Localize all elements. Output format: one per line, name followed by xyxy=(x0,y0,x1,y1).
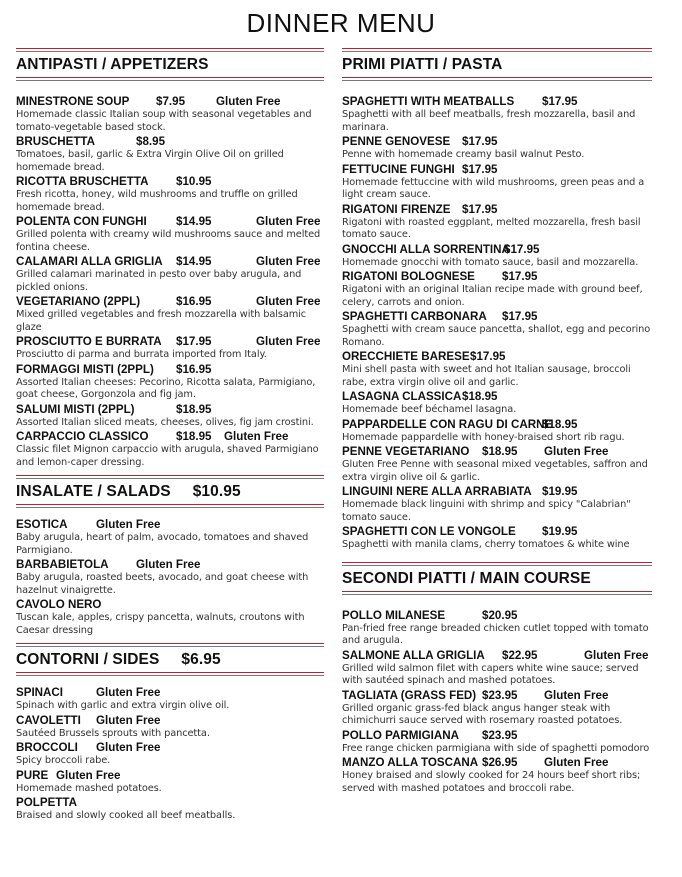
item-name: ESOTICA xyxy=(16,518,68,531)
item-price: $18.95 xyxy=(542,417,578,431)
item-name: FETTUCINE FUNGHI xyxy=(342,162,455,176)
item-price: $17.95 xyxy=(470,350,506,363)
item-description: Grilled calamari marinated in pesto over baby arugula, and pickled onions. xyxy=(16,269,302,293)
item-description: Homemade pappardelle with honey-braised short rib ragu. xyxy=(342,431,625,443)
item-price: $17.95 xyxy=(504,242,540,256)
menu-item xyxy=(16,796,324,823)
item-price: $19.95 xyxy=(542,485,578,498)
menu-item xyxy=(16,403,324,430)
menu-item xyxy=(342,243,652,270)
gluten-free-badge: Gluten Free xyxy=(544,445,609,458)
item-name: POLLO PARMIGIANA xyxy=(342,728,460,742)
item-description: Spaghetti with all beef meatballs, fresh mozzarella, basil and marinara. xyxy=(342,109,636,133)
item-description: Homemade mashed potatoes. xyxy=(16,782,162,794)
menu-item xyxy=(16,741,324,768)
item-price: $22.95 xyxy=(502,648,538,662)
item-description: Homemade fettuccine with wild mushrooms, green peas and a light cream sauce. xyxy=(342,176,645,200)
gluten-free-badge: Gluten Free xyxy=(136,558,201,571)
item-price: $17.95 xyxy=(502,270,538,283)
section-header xyxy=(16,643,324,676)
item-name: RIGATONI FIRENZE xyxy=(342,202,451,216)
gluten-free-badge: Gluten Free xyxy=(216,95,281,108)
menu-item xyxy=(342,689,652,728)
page-title: DINNER MENU xyxy=(246,8,436,38)
section-header xyxy=(16,48,324,81)
menu-item xyxy=(342,609,652,648)
gluten-free-badge: Gluten Free xyxy=(544,688,609,702)
gluten-free-badge: Gluten Free xyxy=(56,768,121,782)
item-description: Homemade beef béchamel lasagna. xyxy=(342,404,517,415)
gluten-free-badge: Gluten Free xyxy=(544,756,609,769)
item-description: Grilled wild salmon filet with capers white wine sauce; served with sautéed spinach and mashed potatoes. xyxy=(342,662,639,686)
menu-item xyxy=(16,558,324,597)
menu-item xyxy=(342,729,652,756)
menu-item xyxy=(16,175,324,214)
item-price: $10.95 xyxy=(176,175,212,188)
item-description: Rigatoni with an original Italian recipe made with ground beef, celery, carrots and onion. xyxy=(342,284,643,308)
item-description: Assorted Italian sliced meats, cheeses, olives, fig jam crostini. xyxy=(16,416,314,428)
item-description: Rigatoni with roasted eggplant, melted mozzarella, fresh basil tomato sauce. xyxy=(342,216,641,240)
item-description: Baby arugula, roasted beets, avocado, and goat cheese with hazelnut vinaigrette. xyxy=(16,572,309,596)
item-price: $14.95 xyxy=(176,215,212,228)
item-name: SPINACI xyxy=(16,686,64,699)
item-description: Grilled polenta with creamy wild mushrooms sauce and melted fontina cheese. xyxy=(16,229,321,253)
menu-item xyxy=(342,203,652,242)
divider xyxy=(16,504,324,508)
section-price: $6.95 xyxy=(181,651,221,668)
item-description: Tuscan kale, apples, crispy pancetta, walnuts, croutons with Caesar dressing xyxy=(16,612,305,636)
item-name: CALAMARI ALLA GRIGLIA xyxy=(16,255,163,268)
section-header xyxy=(16,475,324,508)
item-name: POLLO MILANESE xyxy=(342,608,446,622)
item-name: BRUSCHETTA xyxy=(16,135,96,148)
item-name: FORMAGGI MISTI (2PPL) xyxy=(16,362,154,376)
section-antipasti xyxy=(16,48,324,469)
section-price: $10.95 xyxy=(192,483,241,500)
menu-item xyxy=(342,350,652,389)
divider xyxy=(16,77,324,81)
item-name: ORECCHIETE BARESE xyxy=(342,350,470,363)
item-name: SPAGHETTI CARBONARA xyxy=(342,310,487,323)
item-price: $18.95 xyxy=(176,430,212,443)
item-name: BARBABIETOLA xyxy=(16,558,109,571)
item-name: PROSCIUTTO E BURRATA xyxy=(16,335,162,348)
item-price: $23.95 xyxy=(482,688,518,702)
menu-item xyxy=(342,270,652,309)
item-name: CARPACCIO CLASSICO xyxy=(16,430,149,443)
item-description: Sautéed Brussels sprouts with pancetta. xyxy=(16,727,210,739)
divider xyxy=(16,48,324,52)
item-description: Honey braised and slowly cooked for 24 hours beef short ribs; served with mashed potatoes and broccoli rabe. xyxy=(342,770,641,794)
divider xyxy=(342,48,652,52)
divider xyxy=(342,77,652,81)
item-name: PAPPARDELLE CON RAGU DI CARNE xyxy=(342,417,553,431)
menu-item xyxy=(342,163,652,202)
item-price: $20.95 xyxy=(482,608,518,622)
item-description: Tomatoes, basil, garlic & Extra Virgin Olive Oil on grilled homemade bread. xyxy=(16,149,284,173)
item-name: POLENTA CON FUNGHI xyxy=(16,215,147,228)
menu-item xyxy=(16,430,324,469)
gluten-free-badge: Gluten Free xyxy=(256,335,321,348)
item-name: RIGATONI BOLOGNESE xyxy=(342,270,475,283)
item-name: LINGUINI NERE ALLA ARRABIATA xyxy=(342,485,532,498)
section-header xyxy=(342,562,652,595)
menu-item xyxy=(16,255,324,294)
menu-item xyxy=(16,714,324,741)
gluten-free-badge: Gluten Free xyxy=(584,648,649,662)
item-description: Grilled organic grass-fed black angus hanger steak with chimichurri sauce served with rosemary roasted potatoes. xyxy=(342,702,623,726)
menu-item xyxy=(342,485,652,524)
item-name: PENNE GENOVESE xyxy=(342,135,451,148)
item-price: $18.95 xyxy=(176,402,212,416)
item-price: $18.95 xyxy=(482,445,518,458)
divider xyxy=(16,672,324,676)
menu-item xyxy=(16,518,324,557)
gluten-free-badge: Gluten Free xyxy=(96,518,161,531)
item-price: $26.95 xyxy=(482,756,518,769)
menu-item xyxy=(342,390,652,417)
menu-item xyxy=(16,135,324,174)
gluten-free-badge: Gluten Free xyxy=(256,215,321,228)
item-description: Free range chicken parmigiana with side of spaghetti pomodoro xyxy=(342,742,650,754)
divider xyxy=(16,475,324,479)
item-price: $17.95 xyxy=(462,135,498,148)
item-name: LASAGNA CLASSICA xyxy=(342,390,462,403)
menu-item xyxy=(16,769,324,796)
item-description: Spaghetti with manila clams, cherry tomatoes & white wine xyxy=(342,539,630,550)
menu-item xyxy=(342,445,652,484)
section-title: CONTORNI / SIDES xyxy=(16,651,160,668)
section-title: ANTIPASTI / APPETIZERS xyxy=(16,56,209,73)
item-name: MINESTRONE SOUP xyxy=(16,95,130,108)
item-description: Fresh ricotta, honey, wild mushrooms and truffle on grilled homemade bread. xyxy=(16,189,298,213)
item-description: Homemade gnocchi with tomato sauce, basil and mozzarella. xyxy=(342,256,639,268)
section-title: SECONDI PIATTI / MAIN COURSE xyxy=(342,569,591,587)
section-secondi xyxy=(342,562,652,796)
item-name: POLPETTA xyxy=(16,796,77,809)
item-price: $7.95 xyxy=(156,95,186,108)
divider xyxy=(342,562,652,566)
item-description: Spicy broccoli rabe. xyxy=(16,755,111,766)
left-column xyxy=(16,48,324,833)
item-description: Mini shell pasta with sweet and hot Italian sausage, broccoli rabe, extra virgin olive oil and garlic. xyxy=(342,364,631,388)
section-title: PRIMI PIATTI / PASTA xyxy=(342,56,503,73)
section-insalate xyxy=(16,475,324,637)
item-name: TAGLIATA (GRASS FED) xyxy=(342,688,477,702)
item-description: Pan-fried free range breaded chicken cutlet topped with tomato and arugula. xyxy=(342,622,649,646)
item-description: Spaghetti with cream sauce pancetta, shallot, egg and pecorino Romano. xyxy=(342,324,651,348)
item-description: Gluten Free Penne with seasonal mixed vegetables, saffron and extra virgin olive oil & garlic. xyxy=(342,459,648,483)
item-price: $16.95 xyxy=(176,362,212,376)
item-name: MANZO ALLA TOSCANA xyxy=(342,756,479,769)
item-description: Spinach with garlic and extra virgin olive oil. xyxy=(16,700,230,711)
item-name: SALUMI MISTI (2PPL) xyxy=(16,402,135,416)
menu-item xyxy=(16,335,324,362)
menu-item xyxy=(342,135,652,162)
item-price: $17.95 xyxy=(176,335,212,348)
section-primi xyxy=(342,48,652,552)
menu-item xyxy=(342,525,652,552)
gluten-free-badge: Gluten Free xyxy=(96,741,161,754)
divider xyxy=(342,591,652,595)
gluten-free-badge: Gluten Free xyxy=(96,713,161,727)
item-price: $23.95 xyxy=(482,728,518,742)
item-description: Baby arugula, heart of palm, avocado, tomatoes and shaved Parmigiano. xyxy=(16,532,309,556)
menu-item xyxy=(16,215,324,254)
item-price: $17.95 xyxy=(462,202,498,216)
section-title: INSALATE / SALADS xyxy=(16,483,171,500)
item-price: $18.95 xyxy=(462,390,498,403)
gluten-free-badge: Gluten Free xyxy=(256,255,321,268)
menu-item xyxy=(16,363,324,402)
menu-item xyxy=(16,95,324,134)
menu-item xyxy=(342,756,652,795)
item-price: $19.95 xyxy=(542,525,578,538)
divider xyxy=(16,643,324,647)
item-name: CAVOLO NERO xyxy=(16,598,102,611)
item-name: SPAGHETTI WITH MEATBALLS xyxy=(342,95,515,108)
right-column xyxy=(342,48,652,805)
item-description: Penne with homemade creamy basil walnut Pesto. xyxy=(342,149,585,160)
item-name: PENNE VEGETARIANO xyxy=(342,445,470,458)
menu-item xyxy=(342,95,652,134)
item-price: $17.95 xyxy=(542,95,578,108)
item-description: Braised and slowly cooked all beef meatballs. xyxy=(16,810,236,821)
section-header xyxy=(342,48,652,81)
item-price: $17.95 xyxy=(502,310,538,323)
menu-item xyxy=(16,295,324,334)
item-name: SPAGHETTI CON LE VONGOLE xyxy=(342,525,516,538)
item-description: Assorted Italian cheeses: Pecorino, Ricotta salata, Parmigiano, goat cheese, Gorgonzola and fig jam. xyxy=(16,376,316,400)
section-contorni xyxy=(16,643,324,823)
item-description: Prosciutto di parma and burrata imported from Italy. xyxy=(16,349,267,360)
item-name: PURE xyxy=(16,768,49,782)
gluten-free-badge: Gluten Free xyxy=(96,686,161,699)
gluten-free-badge: Gluten Free xyxy=(256,295,321,308)
item-price: $14.95 xyxy=(176,255,212,268)
item-name: VEGETARIANO (2PPL) xyxy=(16,295,141,308)
menu-item xyxy=(342,310,652,349)
item-name: CAVOLETTI xyxy=(16,713,81,727)
item-name: GNOCCHI ALLA SORRENTINA xyxy=(342,242,510,256)
item-description: Homemade classic Italian soup with seasonal vegetables and tomato-vegetable based stock. xyxy=(16,109,312,133)
item-price: $17.95 xyxy=(462,162,498,176)
item-name: BROCCOLI xyxy=(16,741,78,754)
menu-item xyxy=(16,598,324,637)
item-description: Mixed grilled vegetables and fresh mozzarella with balsamic glaze xyxy=(16,309,307,333)
item-price: $16.95 xyxy=(176,295,212,308)
item-description: Homemade black linguini with shrimp and spicy "Calabrian" tomato sauce. xyxy=(342,499,631,523)
item-price: $8.95 xyxy=(136,135,166,148)
gluten-free-badge: Gluten Free xyxy=(224,430,289,443)
menu-item xyxy=(342,418,652,445)
menu-item xyxy=(342,649,652,688)
item-name: RICOTTA BRUSCHETTA xyxy=(16,175,149,188)
item-name: SALMONE ALLA GRIGLIA xyxy=(342,648,485,662)
item-description: Classic filet Mignon carpaccio with arugula, shaved Parmigiano and lemon-caper dressing. xyxy=(16,444,319,468)
menu-item xyxy=(16,686,324,713)
